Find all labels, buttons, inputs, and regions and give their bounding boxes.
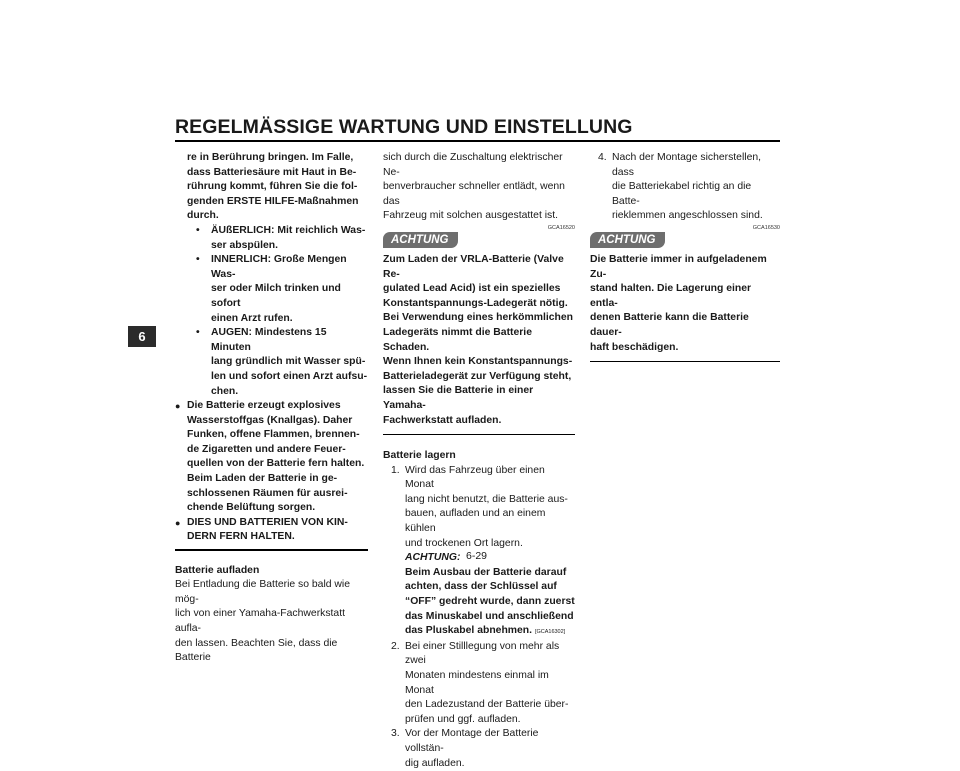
text-line: die Batteriekabel richtig an die Batte- bbox=[612, 181, 752, 207]
text-line: Fahrzeug mit solchen ausgestattet ist. bbox=[383, 210, 558, 222]
reference-code: [GCA16302] bbox=[534, 629, 566, 636]
text-line: Bei einer Stilllegung von mehr als zwei bbox=[405, 640, 560, 667]
text-line: gulated Lead Acid) ist ein spezielles bbox=[383, 283, 561, 295]
reference-code: GCA16520 bbox=[547, 224, 575, 231]
text-line: lich von einer Yamaha-Fachwerkstatt aufla- bbox=[175, 608, 345, 634]
reference-code: GCA16530 bbox=[752, 224, 780, 231]
item-number: 3. bbox=[391, 728, 400, 740]
text-line: DIES UND BATTERIEN VON KIN- bbox=[187, 516, 348, 528]
circle-bullet-icon: ● bbox=[175, 517, 181, 528]
text-line: schlossenen Räumen für ausrei- bbox=[187, 487, 348, 499]
text-line: stand halten. Die Lagerung einer entla- bbox=[590, 283, 752, 309]
text-line: ser oder Milch trinken und sofort bbox=[211, 283, 341, 309]
text-line: Wird das Fahrzeug über einen Monat bbox=[405, 464, 545, 491]
text-line: Bei Entladung die Batterie so bald wie mög- bbox=[175, 579, 351, 605]
bullet-icon: • bbox=[196, 224, 200, 236]
text-line: INNERLICH: Große Mengen Was- bbox=[211, 254, 347, 280]
notice-text bbox=[590, 253, 780, 355]
warning-end-rule bbox=[175, 549, 368, 551]
column-1 bbox=[175, 151, 368, 666]
text-line: DERN FERN HALTEN. bbox=[187, 531, 295, 543]
warning-continuation bbox=[175, 151, 368, 224]
list-item bbox=[383, 640, 575, 728]
text-line: ÄUßERLICH: Mit reichlich Was- bbox=[211, 224, 366, 236]
circle-bullet-icon: ● bbox=[175, 401, 181, 412]
text-line: bauen, aufladen und an einem kühlen bbox=[405, 508, 546, 535]
text-line: rieklemmen angeschlossen sind. bbox=[612, 210, 763, 222]
text-line: einen Arzt rufen. bbox=[211, 312, 293, 324]
text-line: dass Batteriesäure mit Haut in Be- bbox=[187, 166, 357, 178]
text-line: ser abspülen. bbox=[211, 239, 278, 251]
text-line: chende Belüftung sorgen. bbox=[187, 502, 316, 514]
text-line: Wenn Ihnen kein Konstantspannungs- bbox=[383, 356, 573, 368]
text-line: lang gründlich mit Wasser spü- bbox=[211, 356, 366, 368]
text-line: Funken, offene Flammen, brennen- bbox=[187, 429, 360, 441]
list-item bbox=[175, 399, 368, 516]
text-line: len und sofort einen Arzt aufsu- bbox=[211, 370, 368, 382]
column-3 bbox=[590, 151, 780, 362]
column-2 bbox=[383, 151, 575, 771]
text-line: benverbraucher schneller entlädt, wenn das bbox=[383, 181, 565, 207]
list-item bbox=[175, 224, 368, 253]
text-line: den lassen. Beachten Sie, dass die Batterie bbox=[175, 637, 338, 664]
text-line: das Minuskabel und anschließend bbox=[405, 610, 574, 622]
text-line: Vor der Montage der Batterie vollstän- bbox=[405, 728, 539, 754]
achtung-badge: ACHTUNG bbox=[383, 232, 458, 248]
text-segment: das Pluskabel abnehmen. bbox=[405, 625, 533, 637]
notice-text bbox=[383, 253, 575, 428]
item-number: 1. bbox=[391, 464, 400, 476]
text-line: dig aufladen. bbox=[405, 757, 465, 769]
bullet-icon: • bbox=[196, 327, 200, 339]
text-line: rührung kommt, führen Sie die fol- bbox=[187, 181, 358, 193]
text-line: Beim Laden der Batterie in ge- bbox=[187, 473, 338, 485]
notice-end-rule bbox=[383, 434, 575, 435]
notice-end-rule bbox=[590, 361, 780, 362]
text-line: sich durch die Zuschaltung elektrischer Ne- bbox=[383, 152, 563, 178]
text-line: de Zigaretten und andere Feuer- bbox=[187, 443, 346, 455]
chapter-tab: 6 bbox=[128, 326, 156, 347]
text-line: lang nicht benutzt, die Batterie aus- bbox=[405, 493, 568, 505]
text-line: Beim Ausbau der Batterie darauf bbox=[405, 566, 567, 578]
text-line: Bei Verwendung eines herkömmlichen bbox=[383, 312, 573, 324]
list-item bbox=[590, 151, 780, 224]
text-line: Die Batterie erzeugt explosives bbox=[187, 400, 341, 412]
text-line: genden ERSTE HILFE-Maßnahmen bbox=[187, 195, 359, 207]
text-line bbox=[405, 537, 575, 566]
item-number: 2. bbox=[391, 640, 400, 652]
list-item bbox=[175, 253, 368, 326]
section-body bbox=[175, 578, 368, 666]
text-line: lassen Sie die Batterie in einer Yamaha- bbox=[383, 385, 534, 411]
title-rule bbox=[175, 140, 780, 142]
text-line: chen. bbox=[211, 385, 239, 397]
text-line: Batterieladegerät zur Verfügung steht, bbox=[383, 370, 572, 382]
page-title: REGELMÄSSIGE WARTUNG UND EINSTELLUNG bbox=[175, 116, 633, 138]
page-number: 6-29 bbox=[466, 550, 488, 562]
text-line: “OFF” gedreht wurde, dann zuerst bbox=[405, 596, 575, 608]
text-line: Monaten mindestens einmal im Monat bbox=[405, 670, 549, 696]
text-line: denen Batterie kann die Batterie dauer- bbox=[590, 312, 749, 338]
text-line: prüfen und ggf. aufladen. bbox=[405, 713, 521, 725]
text-line: durch. bbox=[187, 210, 219, 222]
text-line: Ladegeräts nimmt die Batterie Schaden. bbox=[383, 326, 532, 353]
text-line: Die Batterie immer in aufgeladenem Zu- bbox=[590, 253, 767, 280]
achtung-inline: ACHTUNG: bbox=[405, 552, 461, 564]
text-line: Wasserstoffgas (Knallgas). Daher bbox=[187, 414, 353, 426]
text-line: Nach der Montage sicherstellen, dass bbox=[612, 152, 762, 178]
section-heading: Batterie lagern bbox=[383, 450, 456, 462]
item-number: 4. bbox=[598, 152, 607, 163]
text-line bbox=[405, 624, 575, 640]
bullet-icon: • bbox=[196, 254, 200, 266]
text-line: den Ladezustand der Batterie über- bbox=[405, 699, 569, 711]
text-line: re in Berührung bringen. Im Falle, bbox=[187, 152, 354, 163]
text-line: Fachwerkstatt aufladen. bbox=[383, 414, 502, 426]
text-line: quellen von der Batterie fern halten. bbox=[187, 458, 365, 470]
text-line: Zum Laden der VRLA-Batterie (Valve Re- bbox=[383, 253, 564, 280]
section-heading: Batterie aufladen bbox=[175, 564, 260, 576]
text-line: achten, dass der Schlüssel auf bbox=[405, 581, 557, 593]
text-line: Konstantspannungs-Ladegerät nötig. bbox=[383, 297, 568, 309]
text-segment: und trockenen Ort lagern. bbox=[405, 537, 523, 549]
paragraph bbox=[383, 151, 575, 224]
text-line: AUGEN: Mindestens 15 Minuten bbox=[211, 327, 327, 353]
list-item bbox=[175, 516, 368, 545]
achtung-badge: ACHTUNG bbox=[590, 232, 665, 248]
list-item bbox=[383, 727, 575, 771]
list-item bbox=[175, 326, 368, 399]
text-line: haft beschädigen. bbox=[590, 341, 679, 353]
